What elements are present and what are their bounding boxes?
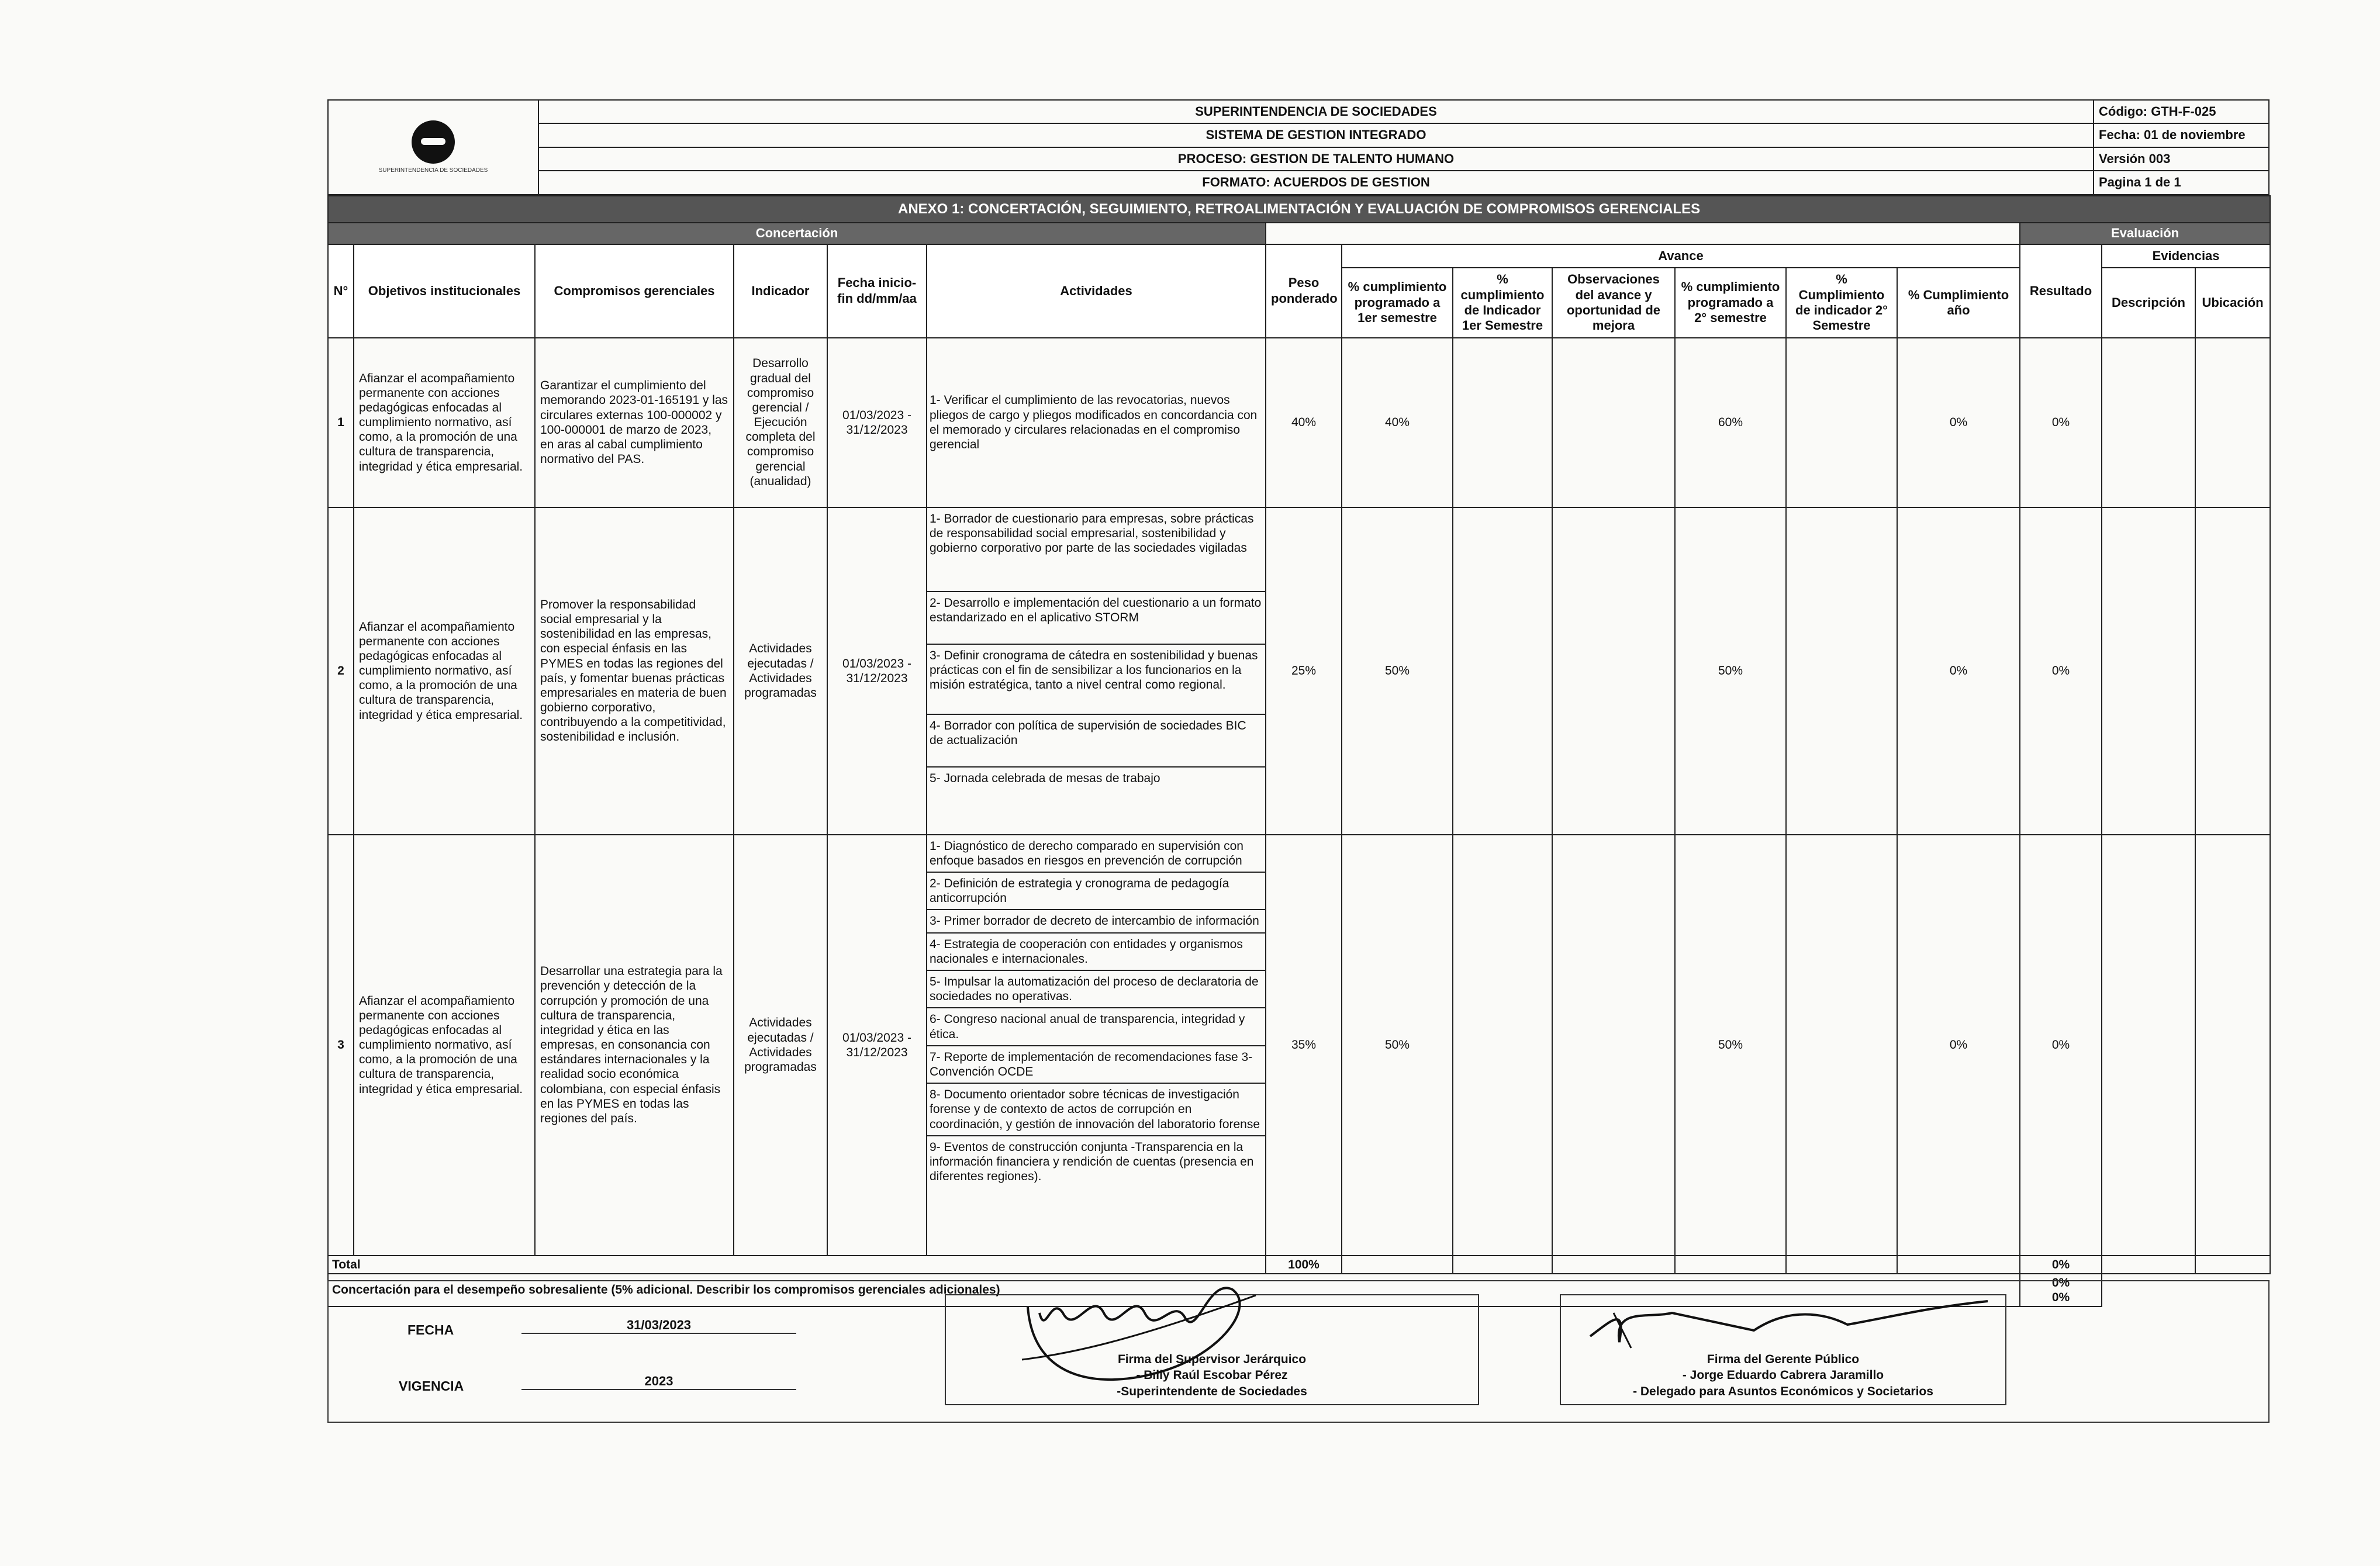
table-row	[328, 338, 2270, 507]
row-fecha: 01/03/2023 - 31/12/2023	[827, 507, 927, 835]
row-ubicacion	[2195, 338, 2270, 507]
total-row	[328, 1256, 2270, 1274]
row-ubicacion	[2195, 835, 2270, 1256]
col-indicador: Indicador	[734, 244, 827, 338]
row-obs	[1552, 835, 1675, 1256]
row-prog2: 50%	[1675, 507, 1786, 835]
row-cumpl: 0%	[1897, 835, 2020, 1256]
gerente-title: Firma del Gerente Público	[1707, 1353, 1860, 1367]
row-actividades	[927, 338, 1266, 507]
col-resultado: Resultado	[2020, 244, 2102, 338]
sobresaliente-label: Concertación para el desempeño sobresaliente (5% adicional. Describir los compromisos gerenciales adicionales)	[328, 1274, 2020, 1306]
fecha-value: 31/03/2023	[521, 1318, 796, 1334]
activity-item: 2- Desarrollo e implementación del cuestionario a un formato estandarizado en el aplicativo STORM	[927, 592, 1265, 645]
table-row	[328, 507, 2270, 835]
col-cumpl: % Cumplimiento año	[1897, 268, 2020, 338]
section-evaluacion: Evaluación	[2020, 223, 2270, 244]
row-obs	[1552, 507, 1675, 835]
row-ind1	[1453, 507, 1552, 835]
activity-item: 2- Definición de estrategia y cronograma de pedagogía anticorrupción	[927, 873, 1265, 910]
row-resultado: 0%	[2020, 507, 2102, 835]
col-fecha: Fecha inicio-fin dd/mm/aa	[827, 244, 927, 338]
row-objetivo: Afianzar el acompañamiento permanente con acciones pedagógicas enfocadas al cumplimiento normativo, así como, a la promoción de una cultura de transparencia, integridad y ética empresarial.	[354, 338, 535, 507]
row-prog1: 50%	[1342, 507, 1453, 835]
activity-item: 1- Borrador de cuestionario para empresas, sobre prácticas de responsabilidad social empresarial, sostenibilidad y gobierno corporativo por parte de las sociedades vigiladas	[927, 508, 1265, 592]
row-objetivo: Afianzar el acompañamiento permanente con acciones pedagógicas enfocadas al cumplimiento normativo, así como, a la promoción de una cultura de transparencia, integridad y ética empresarial.	[354, 835, 535, 1256]
row-compromiso: Promover la responsabilidad social empresarial y la sostenibilidad en las empresas, con especial énfasis en las PYMES en todas las regiones del país, y fomentar buenas prácticas empresariales en materia de buen gobierno corporativo, contribuyendo a la competitividad, sostenibilidad e inclusión.	[535, 507, 734, 835]
row-indicador: Desarrollo gradual del compromiso gerencial / Ejecución completa del compromiso gerencial (anualidad)	[734, 338, 827, 507]
form-date: Fecha: 01 de noviembre	[2094, 123, 2269, 147]
row-ind1	[1453, 835, 1552, 1256]
form-page: Pagina 1 de 1	[2094, 171, 2269, 194]
row-peso: 35%	[1266, 835, 1342, 1256]
supervisor-title: Firma del Supervisor Jerárquico	[1117, 1353, 1307, 1367]
row-prog2: 60%	[1675, 338, 1786, 507]
supervisor-signature-box	[945, 1294, 1479, 1405]
activity-item: 9- Eventos de construcción conjunta -Transparencia en la información financiera y rendición de cuentas (presencia en diferentes regiones).	[930, 1140, 1254, 1184]
activity-item: 5- Impulsar la automatización del proceso de declaratoria de sociedades no operativas.	[927, 971, 1265, 1008]
activity-item: 4- Borrador con política de supervisión de sociedades BIC de actualización	[927, 715, 1265, 768]
col-obs: Observaciones del avance y oportunidad de mejora	[1552, 268, 1675, 338]
gerente-signature-box	[1560, 1294, 2006, 1405]
row-indicador: Actividades ejecutadas / Actividades programadas	[734, 835, 827, 1256]
annex-title: ANEXO 1: CONCERTACIÓN, SEGUIMIENTO, RETROALIMENTACIÓN Y EVALUACIÓN DE COMPROMISOS GERENCIALES	[328, 196, 2270, 223]
form-code: Código: GTH-F-025	[2094, 100, 2269, 123]
gerente-role: - Delegado para Asuntos Económicos y Societarios	[1633, 1384, 1933, 1398]
form-version: Versión 003	[2094, 147, 2269, 171]
total-resultado: 0%	[2020, 1256, 2102, 1274]
row-prog1: 50%	[1342, 835, 1453, 1256]
col-ind2: % Cumplimiento de indicador 2° Semestre	[1786, 268, 1897, 338]
col-prog2: % cumplimiento programado a 2° semestre	[1675, 268, 1786, 338]
process-name: PROCESO: GESTION DE TALENTO HUMANO	[538, 147, 2094, 171]
logo-caption: SUPERINTENDENCIA DE SOCIEDADES	[378, 167, 488, 174]
vigencia-label: VIGENCIA	[399, 1378, 464, 1394]
row-ubicacion	[2195, 507, 2270, 835]
col-ubicacion: Ubicación	[2195, 268, 2270, 338]
col-compromisos: Compromisos gerenciales	[535, 244, 734, 338]
col-objetivos: Objetivos institucionales	[354, 244, 535, 338]
activity-item: 1- Diagnóstico de derecho comparado en supervisión con enfoque basados en riesgos en prevención de corrupción	[927, 835, 1265, 873]
activity-item: 7- Reporte de implementación de recomendaciones fase 3-Convención OCDE	[927, 1046, 1265, 1084]
supervisor-role: -Superintendente de Sociedades	[1117, 1384, 1307, 1398]
row-indicador: Actividades ejecutadas / Actividades programadas	[734, 507, 827, 835]
row-resultado: 0%	[2020, 338, 2102, 507]
row-number: 3	[328, 835, 354, 1256]
footer-block	[327, 1280, 2270, 1423]
row-ind1	[1453, 338, 1552, 507]
row-prog2: 50%	[1675, 835, 1786, 1256]
row-fecha: 01/03/2023 - 31/12/2023	[827, 338, 927, 507]
row-cumpl: 0%	[1897, 507, 2020, 835]
activity-item: 8- Documento orientador sobre técnicas de investigación forense y de contexto de actos de corrupción en coordinación, y gestión de innovación del laboratorio forense	[927, 1084, 1265, 1136]
total-peso: 100%	[1266, 1256, 1342, 1274]
system-name: SISTEMA DE GESTION INTEGRADO	[538, 123, 2094, 147]
row-peso: 40%	[1266, 338, 1342, 507]
row-number: 2	[328, 507, 354, 835]
table-row	[328, 835, 2270, 1256]
form-header	[327, 99, 2270, 195]
col-actividades: Actividades	[927, 244, 1266, 338]
supervisor-name: - Billy Raúl Escobar Pérez	[1136, 1368, 1288, 1382]
format-name: FORMATO: ACUERDOS DE GESTION	[538, 171, 2094, 194]
activity-item: 3- Definir cronograma de cátedra en sostenibilidad y buenas prácticas con el fin de sensibilizar a los funcionarios en la misión estratégica, tanto a nivel central como regional.	[927, 645, 1265, 715]
activity-item: 3- Primer borrador de decreto de intercambio de información	[927, 910, 1265, 933]
section-concertacion: Concertación	[328, 223, 1266, 244]
fecha-label: FECHA	[407, 1322, 454, 1337]
supersociedades-logo	[412, 120, 455, 164]
row-compromiso: Garantizar el cumplimiento del memorando 2023-01-165191 y las circulares externas 100-000002 y 100-000001 de marzo de 2023, en aras al cabal cumplimiento normativo del PAS.	[535, 338, 734, 507]
col-prog1: % cumplimiento programado a 1er semestre	[1342, 268, 1453, 338]
row-actividades	[927, 835, 1266, 1256]
row-prog1: 40%	[1342, 338, 1453, 507]
total-label: Total	[328, 1256, 1266, 1274]
org-name: SUPERINTENDENCIA DE SOCIEDADES	[538, 100, 2094, 123]
activity-item: 1- Verificar el cumplimiento de las revocatorias, nuevos pliegos de cargo y pliegos modificados en concordancia con el memorado y circulares relacionadas en el compromiso gerencial	[930, 393, 1258, 451]
section-avance: Avance	[1342, 244, 2020, 268]
row-descripcion	[2102, 835, 2195, 1256]
activity-item: 5- Jornada celebrada de mesas de trabajo	[930, 771, 1160, 785]
activity-item: 6- Congreso nacional anual de transparencia, integridad y ética.	[927, 1008, 1265, 1046]
col-ind1: % cumplimiento de Indicador 1er Semestre	[1453, 268, 1552, 338]
row-descripcion	[2102, 507, 2195, 835]
gerente-name: - Jorge Eduardo Cabrera Jaramillo	[1682, 1368, 1884, 1382]
row-compromiso: Desarrollar una estrategia para la prevención y detección de la corrupción y promoción de una cultura de transparencia, integridad y ética en las empresas, en consonancia con estándares internacionales y la realidad socio económica colombiana, con especial énfasis en las PYMES en todas las regiones del país.	[535, 835, 734, 1256]
row-fecha: 01/03/2023 - 31/12/2023	[827, 835, 927, 1256]
col-n: N°	[328, 244, 354, 338]
activity-item: 4- Estrategia de cooperación con entidades y organismos nacionales e internacionales.	[927, 934, 1265, 971]
row-ind2	[1786, 835, 1897, 1256]
vigencia-value: 2023	[521, 1374, 796, 1390]
row-descripcion	[2102, 338, 2195, 507]
gerente-signature	[1578, 1295, 2023, 1354]
row-ind2	[1786, 338, 1897, 507]
row-peso: 25%	[1266, 507, 1342, 835]
row-number: 1	[328, 338, 354, 507]
sobresaliente-value: 0%	[2051, 1275, 2070, 1290]
col-descripcion: Descripción	[2102, 268, 2195, 338]
row-ind2	[1786, 507, 1897, 835]
col-peso: Peso ponderado	[1266, 244, 1342, 338]
sobresaliente-extra: 0%	[2051, 1291, 2070, 1305]
row-cumpl: 0%	[1897, 338, 2020, 507]
row-actividades	[927, 507, 1266, 835]
row-objetivo: Afianzar el acompañamiento permanente con acciones pedagógicas enfocadas al cumplimiento normativo, así como, a la promoción de una cultura de transparencia, integridad y ética empresarial.	[354, 507, 535, 835]
section-evidencias: Evidencias	[2102, 244, 2270, 268]
logo-cell	[328, 100, 538, 195]
commitments-table	[327, 195, 2271, 1308]
row-resultado: 0%	[2020, 835, 2102, 1256]
row-obs	[1552, 338, 1675, 507]
agreement-form	[327, 99, 2274, 1444]
